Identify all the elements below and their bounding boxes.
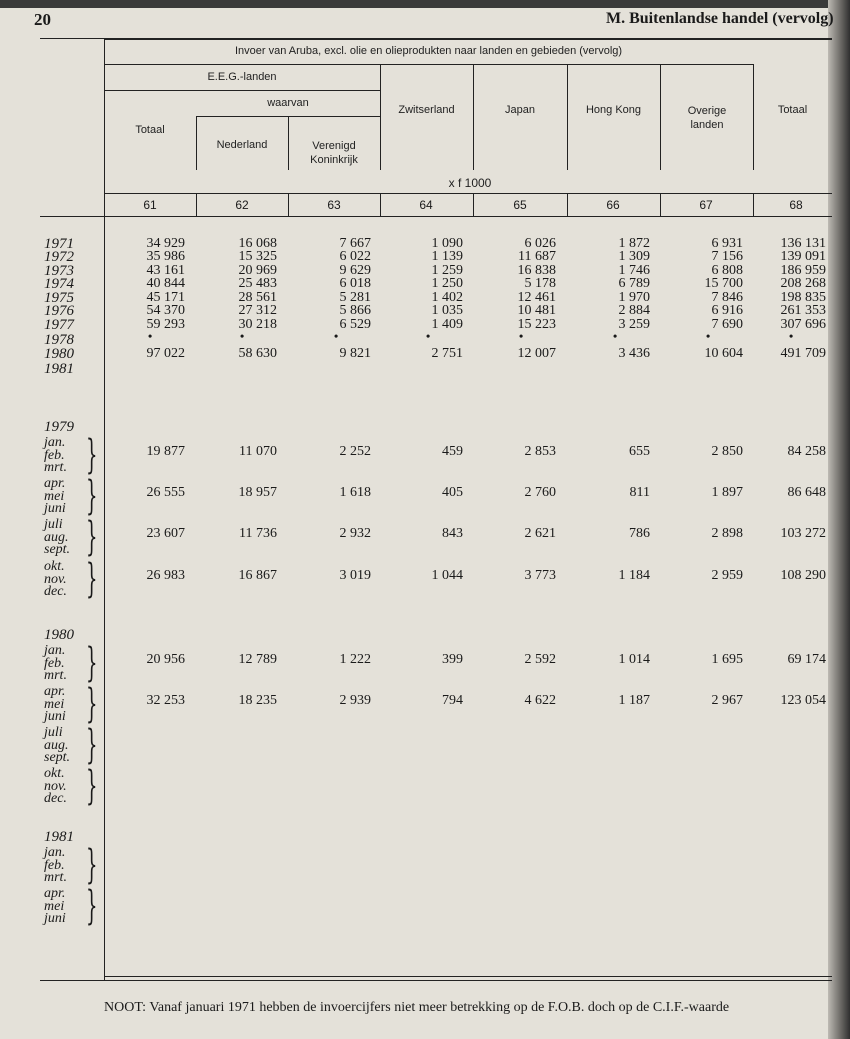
data-cell: 1 409 (431, 317, 463, 332)
data-cell: 43 161 (146, 263, 185, 278)
brace-icon: } (86, 763, 98, 809)
col-header-totaal: Totaal (777, 104, 808, 116)
brace-icon: } (86, 514, 98, 560)
data-cell: 307 696 (780, 317, 826, 332)
data-cell: 20 969 (238, 263, 277, 278)
eeg-group-header: E.E.G.-landen (207, 71, 277, 83)
data-cell: 15 700 (704, 276, 743, 291)
data-cell: 11 070 (239, 444, 277, 459)
data-cell: 1 090 (431, 236, 463, 251)
data-cell: 5 281 (339, 290, 371, 305)
brace-icon: } (86, 432, 98, 478)
data-cell: 459 (442, 444, 463, 459)
header-bottom-rule (104, 193, 832, 194)
month-label: okt. (44, 766, 65, 781)
month-label: jan. (44, 435, 66, 450)
data-cell: 2 751 (431, 346, 463, 361)
month-label: juni (44, 501, 66, 516)
data-cell: 59 293 (146, 317, 185, 332)
month-label: juli (44, 517, 63, 532)
year-label: 1973 (44, 263, 74, 279)
data-cell: 2 621 (524, 526, 556, 541)
page-number: 20 (34, 10, 51, 29)
data-cell: 261 353 (780, 303, 826, 318)
data-cell: 4 622 (524, 693, 556, 708)
table-bottom-rule-2 (40, 980, 832, 981)
col-header-totaal-eeg: Totaal (135, 124, 165, 136)
data-cell: 97 022 (146, 346, 185, 361)
data-cell: 18 235 (238, 693, 277, 708)
data-cell: 2 932 (339, 526, 371, 541)
col-header-japan: Japan (505, 104, 535, 116)
year-label: 1981 (44, 361, 74, 377)
data-cell: 26 555 (146, 485, 185, 500)
data-cell: 7 690 (711, 317, 743, 332)
data-cell: 6 931 (711, 236, 743, 251)
month-label: mei (44, 898, 65, 914)
data-cell: 2 853 (524, 444, 556, 459)
data-cell: 843 (442, 526, 463, 541)
data-cell: 12 461 (517, 290, 556, 305)
dot-marker: • (148, 329, 153, 343)
data-cell: 1 250 (431, 276, 463, 291)
col-divider (753, 193, 754, 216)
data-cell: 103 272 (780, 526, 826, 541)
data-cell: 9 629 (339, 263, 371, 278)
scan-right-edge (828, 0, 850, 1039)
data-cell: 25 483 (238, 276, 277, 291)
data-cell: 11 687 (518, 249, 556, 264)
data-cell: 6 022 (339, 249, 371, 264)
month-label: feb. (44, 857, 65, 873)
data-cell: 186 959 (780, 263, 826, 278)
col-divider (567, 64, 568, 170)
col-header-verenigd-koninkrijk: Verenigd Koninkrijk (310, 140, 358, 166)
data-cell: 6 916 (711, 303, 743, 318)
data-cell: 32 253 (146, 693, 185, 708)
data-cell: 7 156 (711, 249, 743, 264)
data-cell: 40 844 (146, 276, 185, 291)
data-cell: 7 846 (711, 290, 743, 305)
col-divider (753, 64, 754, 170)
data-cell: 1 259 (431, 263, 463, 278)
data-cell: 27 312 (238, 303, 277, 318)
month-label: juni (44, 709, 66, 724)
month-label: jan. (44, 845, 66, 860)
data-cell: 35 986 (146, 249, 185, 264)
data-cell: 16 867 (238, 568, 277, 583)
month-label: mrt. (44, 460, 67, 475)
data-cell: 1 746 (618, 263, 650, 278)
year-label: 1978 (44, 332, 74, 348)
data-cell: 1 695 (711, 652, 743, 667)
data-cell: 794 (442, 693, 463, 708)
data-cell: 6 808 (711, 263, 743, 278)
data-cell: 19 877 (146, 444, 185, 459)
year-label: 1977 (44, 317, 74, 333)
data-cell: 86 648 (787, 485, 826, 500)
data-cell: 9 821 (339, 346, 371, 361)
data-cell: 11 736 (239, 526, 277, 541)
data-cell: 2 592 (524, 652, 556, 667)
month-label: apr. (44, 476, 66, 491)
data-cell: 18 957 (238, 485, 277, 500)
month-label: mei (44, 488, 65, 504)
col-divider (567, 193, 568, 216)
title-underline (104, 64, 753, 65)
data-cell: 1 184 (618, 568, 650, 583)
eeg-underline (104, 90, 380, 91)
month-label: mei (44, 696, 65, 712)
data-cell: 1 402 (431, 290, 463, 305)
data-cell: 12 789 (238, 652, 277, 667)
data-cell: 2 884 (618, 303, 650, 318)
data-cell: 1 139 (431, 249, 463, 264)
data-cell: 1 872 (618, 236, 650, 251)
year-label: 1975 (44, 290, 74, 306)
month-label: juli (44, 725, 63, 740)
col-divider (380, 193, 381, 216)
year-label: 1972 (44, 249, 74, 265)
data-cell: 16 838 (517, 263, 556, 278)
column-number: 64 (419, 198, 433, 212)
month-label: sept. (44, 542, 71, 557)
table-title: Invoer van Aruba, excl. olie en olieprodukten naar landen en gebieden (vervolg) (234, 45, 623, 57)
data-cell: 7 667 (339, 236, 371, 251)
data-cell: 6 529 (339, 317, 371, 332)
data-cell: 6 018 (339, 276, 371, 291)
data-cell: 136 131 (780, 236, 826, 251)
data-cell: 1 187 (618, 693, 650, 708)
table-top-rule-2 (104, 39, 832, 40)
col-divider (288, 193, 289, 216)
month-label: jan. (44, 643, 66, 658)
data-cell: 34 929 (146, 236, 185, 251)
data-cell: 198 835 (780, 290, 826, 305)
brace-icon: } (86, 681, 98, 727)
month-label: okt. (44, 559, 65, 574)
stub-divider (104, 38, 105, 980)
data-cell: 10 481 (517, 303, 556, 318)
data-cell: 1 222 (339, 652, 371, 667)
data-cell: 3 773 (524, 568, 556, 583)
column-number: 66 (606, 198, 620, 212)
data-cell: 20 956 (146, 652, 185, 667)
data-cell: 1 014 (618, 652, 650, 667)
col-header-nederland: Nederland (216, 139, 268, 151)
brace-icon: } (86, 473, 98, 519)
brace-icon: } (86, 556, 98, 602)
scan-top-edge (0, 0, 850, 8)
column-number: 63 (327, 198, 341, 212)
col-header-zwitserland: Zwitserland (398, 104, 455, 116)
month-label: nov. (44, 571, 67, 587)
data-cell: 405 (442, 485, 463, 500)
col-divider (380, 64, 381, 170)
data-cell: 26 983 (146, 568, 185, 583)
data-cell: 15 325 (238, 249, 277, 264)
dot-marker: • (240, 329, 245, 343)
data-cell: 655 (629, 444, 650, 459)
data-cell: 3 019 (339, 568, 371, 583)
year-label: 1979 (44, 419, 74, 435)
data-cell: 10 604 (704, 346, 743, 361)
month-label: juni (44, 911, 66, 926)
column-number: 65 (513, 198, 527, 212)
data-cell: 3 436 (618, 346, 650, 361)
month-label: nov. (44, 778, 67, 794)
data-cell: 1 618 (339, 485, 371, 500)
data-cell: 2 850 (711, 444, 743, 459)
data-cell: 6 026 (524, 236, 556, 251)
col-divider (196, 193, 197, 216)
data-cell: 2 967 (711, 693, 743, 708)
data-cell: 69 174 (787, 652, 826, 667)
data-cell: 491 709 (780, 346, 826, 361)
col-header-overige-landen: Overige landen (687, 105, 727, 131)
data-cell: 6 789 (618, 276, 650, 291)
data-cell: 108 290 (780, 568, 826, 583)
data-cell: 399 (442, 652, 463, 667)
col-divider (660, 193, 661, 216)
dot-marker: • (519, 329, 524, 343)
year-label: 1980 (44, 346, 74, 362)
dot-marker: • (789, 329, 794, 343)
brace-icon: } (86, 640, 98, 686)
data-cell: 139 091 (780, 249, 826, 264)
data-cell: 23 607 (146, 526, 185, 541)
data-cell: 2 959 (711, 568, 743, 583)
column-number: 62 (235, 198, 249, 212)
col-divider (473, 64, 474, 170)
data-cell: 1 970 (618, 290, 650, 305)
data-cell: 1 309 (618, 249, 650, 264)
column-number: 67 (699, 198, 713, 212)
data-cell: 5 178 (524, 276, 556, 291)
data-cell: 1 035 (431, 303, 463, 318)
month-label: dec. (44, 791, 67, 806)
data-cell: 15 223 (517, 317, 556, 332)
brace-icon: } (86, 722, 98, 768)
month-label: feb. (44, 655, 65, 671)
data-cell: 28 561 (238, 290, 277, 305)
data-cell: 123 054 (780, 693, 826, 708)
month-label: aug. (44, 737, 69, 753)
month-label: apr. (44, 684, 66, 699)
section-title: M. Buitenlandse handel (vervolg) (606, 10, 834, 27)
data-cell: 30 218 (238, 317, 277, 332)
data-cell: 2 760 (524, 485, 556, 500)
data-cell: 1 897 (711, 485, 743, 500)
year-label: 1974 (44, 276, 74, 292)
column-number: 68 (789, 198, 803, 212)
data-cell: 208 268 (780, 276, 826, 291)
month-label: apr. (44, 886, 66, 901)
data-cell: 1 044 (431, 568, 463, 583)
month-label: mrt. (44, 870, 67, 885)
data-cell: 58 630 (238, 346, 277, 361)
data-cell: 3 259 (618, 317, 650, 332)
brace-icon: } (86, 842, 98, 888)
month-label: sept. (44, 750, 71, 765)
data-cell: 786 (629, 526, 650, 541)
footnote: NOOT: Vanaf januari 1971 hebben de invoercijfers niet meer betrekking op de F.O.B. doch op de C.I.F.-waarde (104, 1000, 730, 1015)
year-label: 1980 (44, 627, 74, 643)
data-cell: 54 370 (146, 303, 185, 318)
dot-marker: • (334, 329, 339, 343)
unit-label: x f 1000 (448, 176, 492, 190)
month-label: aug. (44, 529, 69, 545)
year-label: 1981 (44, 829, 74, 845)
data-cell: 16 068 (238, 236, 277, 251)
dot-marker: • (613, 329, 618, 343)
year-label: 1971 (44, 236, 74, 252)
data-cell: 2 898 (711, 526, 743, 541)
table-bottom-rule (104, 976, 832, 977)
dot-marker: • (426, 329, 431, 343)
year-label: 1976 (44, 303, 74, 319)
data-cell: 811 (629, 485, 650, 500)
data-cell: 2 252 (339, 444, 371, 459)
dot-marker: • (706, 329, 711, 343)
col-header-hong-kong: Hong Kong (585, 104, 642, 116)
data-cell: 45 171 (146, 290, 185, 305)
brace-icon: } (86, 883, 98, 929)
data-cell: 2 939 (339, 693, 371, 708)
waarvan-header: waarvan (267, 97, 309, 109)
data-cell: 5 866 (339, 303, 371, 318)
column-number: 61 (143, 198, 157, 212)
month-label: feb. (44, 447, 65, 463)
col-divider (473, 193, 474, 216)
col-divider (660, 64, 661, 170)
data-cell: 84 258 (787, 444, 826, 459)
month-label: dec. (44, 584, 67, 599)
data-cell: 12 007 (517, 346, 556, 361)
month-label: mrt. (44, 668, 67, 683)
column-number-rule (40, 216, 832, 217)
